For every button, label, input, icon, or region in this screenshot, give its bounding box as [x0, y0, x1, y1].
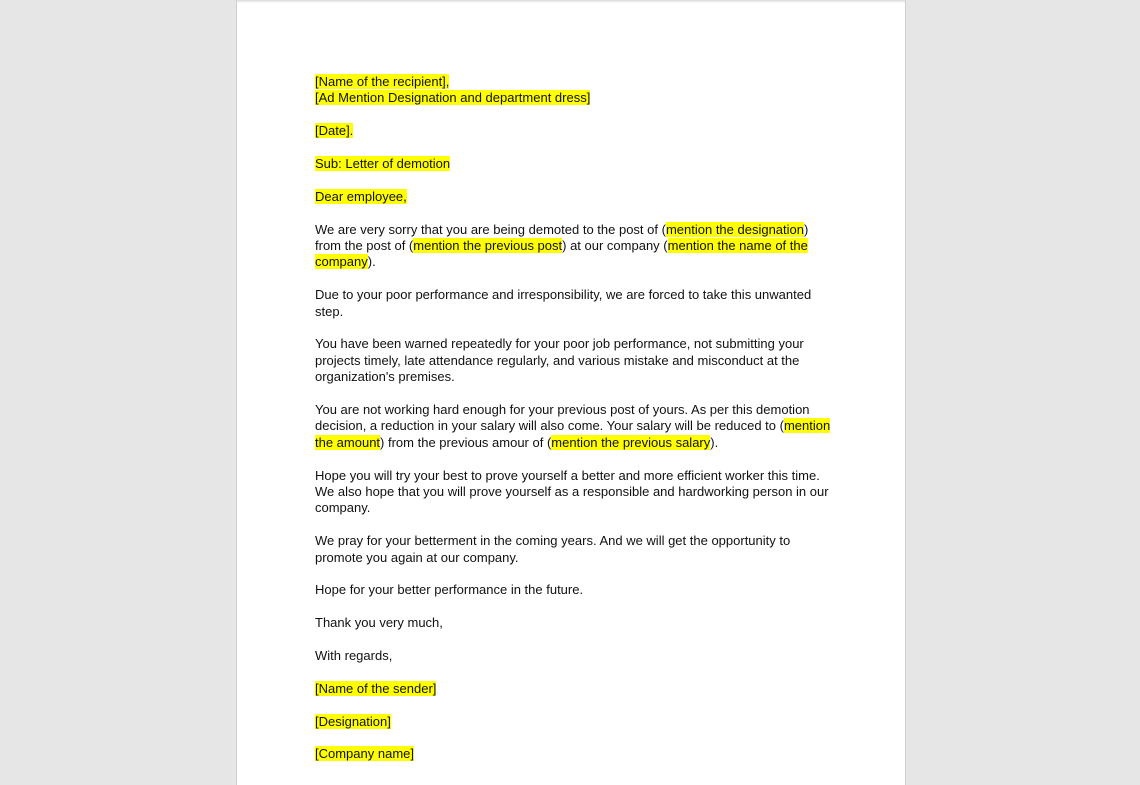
p4-text-3: ). [710, 434, 719, 450]
paragraph-betterment: We pray for your betterment in the coming years. And we will get the opportunity to promote you again at our company. [315, 533, 791, 565]
closing-regards: With regards, [315, 648, 393, 664]
p1-text-1: We are very sorry that you are being demoted to the post of ( [315, 221, 666, 237]
document-page [236, 0, 906, 785]
letter-body[interactable] [315, 74, 835, 779]
paragraph-future: Hope for your better performance in the future. [315, 582, 584, 598]
subject-line [315, 156, 835, 172]
sender-name-line [315, 681, 835, 697]
placeholder-previous-salary: mention the previous salary [551, 434, 711, 450]
company-name-line [315, 746, 835, 762]
date-line [315, 123, 835, 139]
placeholder-designation: mention the designation [665, 221, 804, 237]
sender-designation: [Designation] [315, 713, 391, 729]
recipient-block [315, 74, 835, 107]
p1-text-4: ). [367, 254, 376, 270]
closing-thanks: Thank you very much, [315, 615, 443, 631]
paragraph-warnings: You have been warned repeatedly for your poor job performance, not submitting your projects timely, late attendance regularly, and various mistake and misconduct at the organization's premises. [315, 336, 804, 385]
placeholder-previous-post: mention the previous post [413, 238, 563, 253]
salutation-text: Dear employee, [315, 188, 407, 204]
p1-text-3: ) at our company ( [562, 238, 668, 253]
subject-text: Sub: Letter of demotion [315, 156, 451, 171]
date-placeholder: [Date]. [315, 123, 354, 139]
recipient-address: [Ad Mention Designation and department dress] [315, 90, 591, 106]
paragraph-reason: Due to your poor performance and irresponsibility, we are forced to take this unwanted step. [315, 287, 812, 319]
paragraph-salary [315, 402, 835, 451]
paragraph-hope: Hope you will try your best to prove yourself a better and more efficient worker this time. We also hope that you will prove yourself as a responsible and hardworking person in our company. [315, 467, 829, 516]
sender-name: [Name of the sender] [315, 680, 437, 696]
page-top-edge [237, 0, 905, 3]
p1-text-2: ) from the post of ( [315, 221, 809, 253]
paragraph-demotion [315, 222, 835, 271]
placeholder-amount: mention the amount [315, 418, 831, 450]
p4-text-1: You are not working hard enough for your previous post of yours. As per this demotion decision, a reduction in your salary will also come. Your salary will be reduced to ( [315, 402, 810, 434]
sender-designation-line [315, 714, 835, 730]
recipient-name: [Name of the recipient], [315, 74, 450, 89]
company-name: [Company name] [315, 746, 414, 762]
salutation-line [315, 189, 835, 205]
p4-text-2: ) from the previous amour of ( [380, 434, 552, 450]
placeholder-company-name: mention the name of the company [315, 238, 808, 270]
